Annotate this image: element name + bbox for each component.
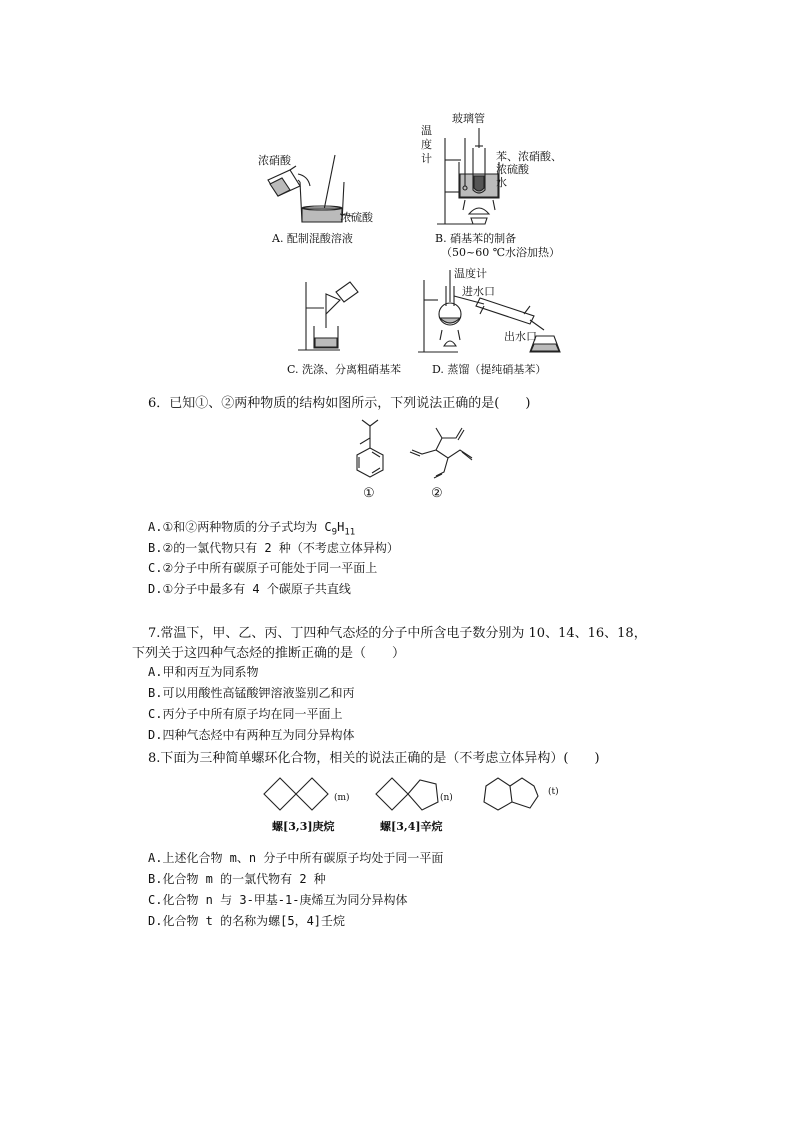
q8-option-a[interactable]: A.上述化合物 m、n 分子中所有碳原子均处于同一平面 [148,851,444,865]
label-mixture-2: 浓硫酸 [496,163,529,176]
label-d-outlet: 出水口 [504,330,537,343]
caption-c: C. 洗涤、分离粗硝基苯 [287,363,402,376]
q8-option-d[interactable]: D.化合物 t 的名称为螺[5，4]壬烷 [148,914,346,928]
q7-stem-1: 7.常温下，甲、乙、丙、丁四种气态烃的分子中所含电子数分别为 10、14、16、18， [148,626,647,641]
caption-a: A. 配制混酸溶液 [272,232,353,245]
q7-option-b[interactable]: B.可以用酸性高锰酸钾溶液鉴别乙和丙 [148,686,355,700]
spiro-n-tag: (n) [440,793,453,803]
spiro-t [482,776,546,814]
caption-b-2: （50~60 ℃水浴加热） [441,246,561,259]
q6-label-2: ② [431,486,443,501]
q7-option-d[interactable]: D.四种气态烃中有两种互为同分异构体 [148,728,355,742]
spiro-t-tag: (t) [548,787,559,797]
q8-stem: 8.下面为三种简单螺环化合物，相关的说法正确的是（不考虑立体异构）( ) [148,751,600,766]
q6-option-b[interactable]: B.②的一氯代物只有 2 种（不考虑立体异构） [148,541,399,555]
q7-option-a[interactable]: A.甲和丙互为同系物 [148,665,259,679]
label-thermo-2: 度 [421,138,432,151]
label-water: 水 [496,176,507,189]
panel-d-illustration [418,266,566,360]
label-thermo-1: 温 [421,124,432,137]
q6-option-d[interactable]: D.①分子中最多有 4 个碳原子共直线 [148,582,351,596]
spiro-n [374,776,444,814]
label-d-inlet: 进水口 [462,285,495,298]
structure-2 [408,424,478,482]
structure-1 [350,424,390,486]
label-mixture-1: 苯、浓硝酸、 [496,150,562,163]
q6-option-a[interactable] [148,518,355,537]
q8-option-c[interactable]: C.化合物 n 与 3-甲基-1-庚烯互为同分异构体 [148,893,408,907]
spiro-m-name: 螺[3,3]庚烷 [272,820,335,833]
q8-option-b[interactable]: B.化合物 m 的一氯代物有 2 种 [148,872,326,886]
label-conc-nitric: 浓硝酸 [258,154,291,167]
spiro-m-tag: (m) [334,793,350,803]
q6-stem: 6．已知①、②两种物质的结构如图所示，下列说法正确的是( ) [148,396,531,411]
label-conc-sulfuric: 浓硫酸 [340,211,373,224]
spiro-n-name: 螺[3,4]辛烷 [380,820,443,833]
q7-option-c[interactable]: C.丙分子中所有原子均在同一平面上 [148,707,343,721]
q6-option-a-mid: H [337,520,345,534]
label-glass-tube: 玻璃管 [452,112,485,125]
caption-b-1: B. 硝基苯的制备 [435,232,517,245]
panel-c-illustration [296,278,366,356]
q6-option-a-sub1: 9 [331,527,338,538]
q6-option-c[interactable]: C.②分子中所有碳原子可能处于同一平面上 [148,561,378,575]
label-d-thermo: 温度计 [454,267,487,280]
q6-option-a-sub2: 11 [344,527,356,538]
caption-d: D. 蒸馏（提纯硝基苯） [432,363,547,376]
q7-stem-2: 下列关于这四种气态烃的推断正确的是（ ） [132,646,406,661]
spiro-m [262,776,332,814]
q6-option-a-pre: A.①和②两种物质的分子式均为 C [148,520,332,534]
label-thermo-3: 计 [421,152,432,165]
q6-label-1: ① [363,486,375,501]
